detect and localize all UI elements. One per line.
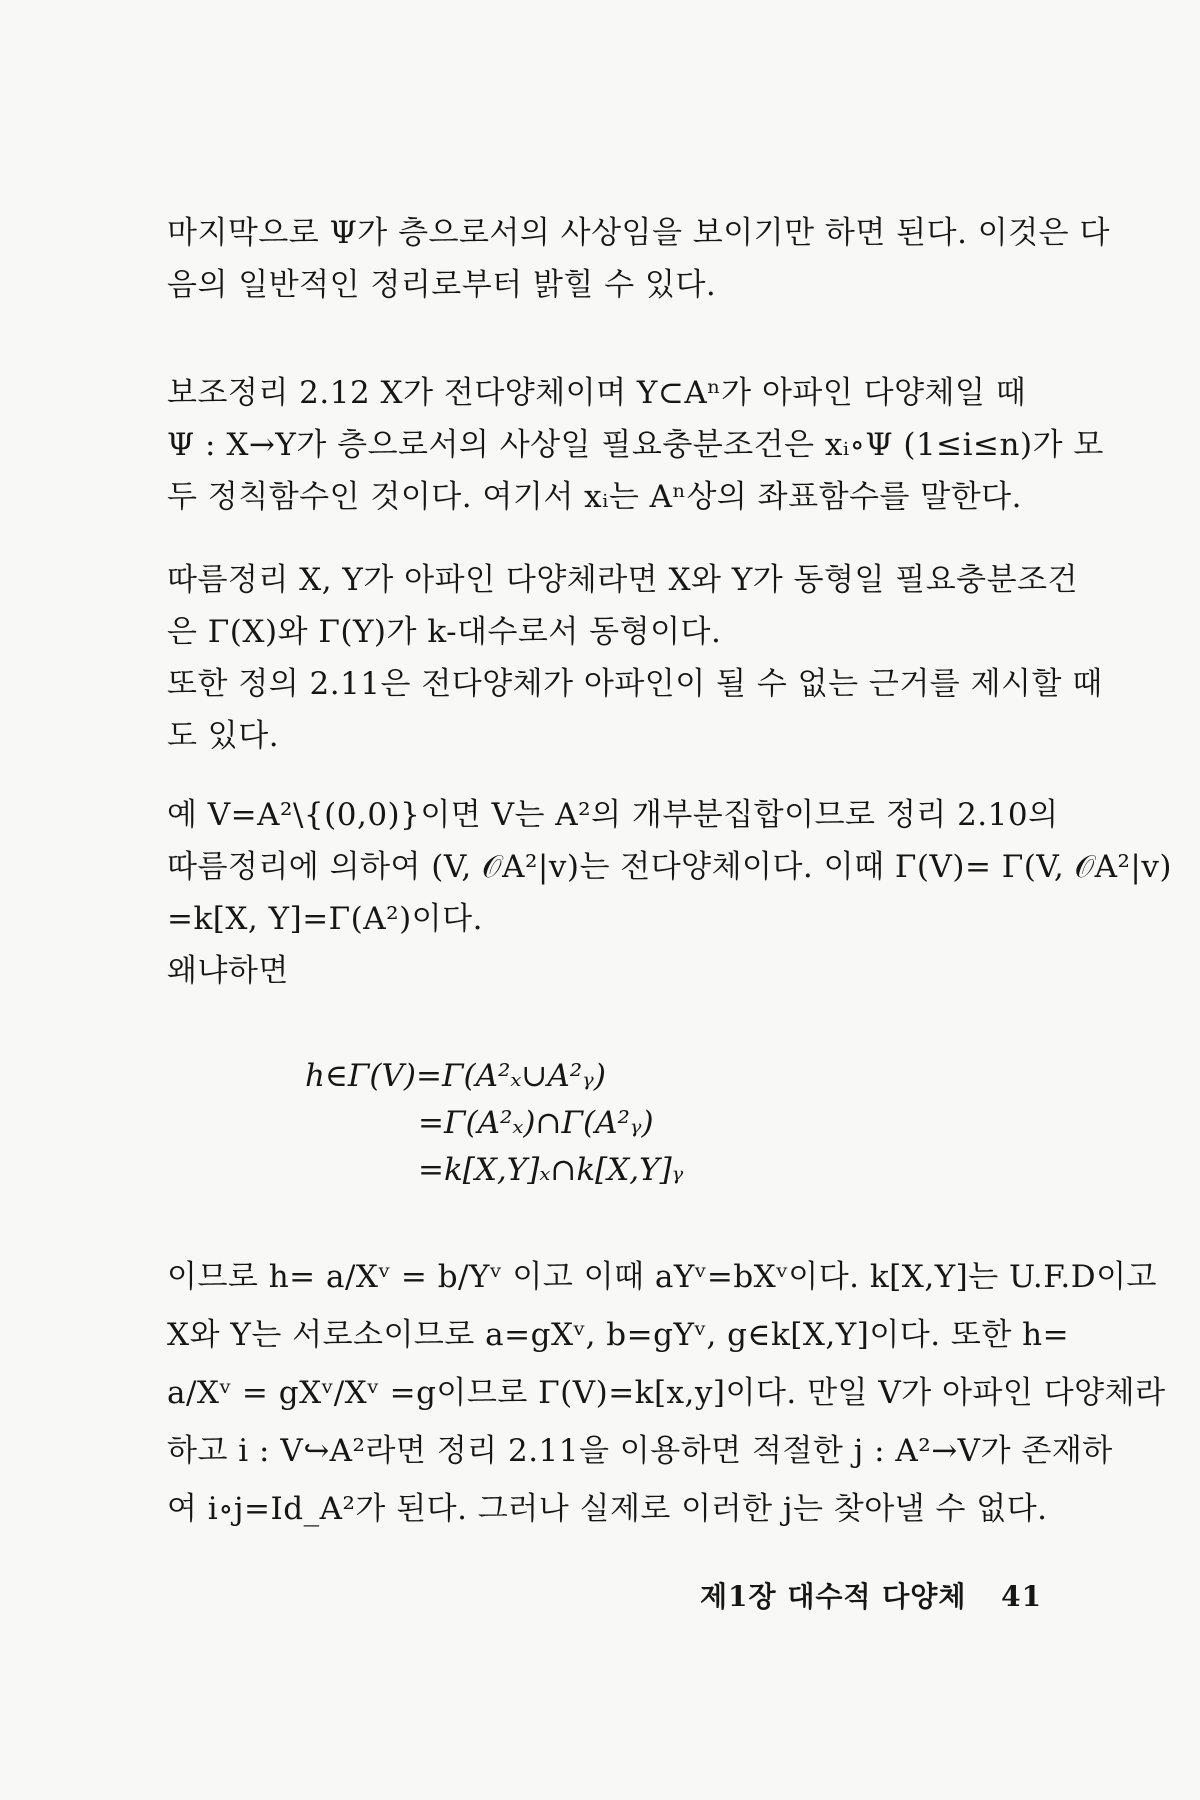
text-line: 하고 i : V↪A²라면 정리 2.11을 이용하면 적절한 j : A²→V가 존재하 — [167, 1433, 1113, 1469]
text-line: 두 정칙함수인 것이다. 여기서 xᵢ는 Aⁿ상의 좌표함수를 말한다. — [167, 479, 1022, 515]
text-line: 음의 일반적인 정리로부터 밝힐 수 있다. — [167, 267, 717, 303]
page-footer — [700, 1575, 1042, 1615]
derivation-line: =Γ(A²ₓ)∩Γ(A²ᵧ) — [418, 1105, 654, 1141]
page-number: 41 — [1001, 1580, 1043, 1613]
text-line: 이므로 h= a/Xᵛ = b/Yᵛ 이고 이때 aYᵛ=bXᵛ이다. k[X,Y]는 U.F.D이고 — [167, 1259, 1157, 1295]
text-line: 은 Γ(X)와 Γ(Y)가 k-대수로서 동형이다. — [167, 614, 722, 650]
text-line: 또한 정의 2.11은 전다양체가 아파인이 될 수 없는 근거를 제시할 때 — [167, 666, 1103, 702]
chapter-title: 제1장 대수적 다양체 — [700, 1580, 967, 1613]
derivation-line: h∈Γ(V)=Γ(A²ₓ∪A²ᵧ) — [305, 1058, 606, 1094]
text-line: 따름정리에 의하여 (V, 𝒪A²|v)는 전다양체이다. 이때 Γ(V)= Γ(V, 𝒪A²|v) — [167, 849, 1172, 885]
text-line: Ψ : X→Y가 층으로서의 사상일 필요충분조건은 xᵢ∘Ψ (1≤i≤n)가 모 — [167, 427, 1104, 463]
text-line: 보조정리 2.12 X가 전다양체이며 Y⊂Aⁿ가 아파인 다양체일 때 — [167, 375, 1027, 411]
text-line: 예 V=A²\{(0,0)}이면 V는 A²의 개부분집합이므로 정리 2.10의 — [167, 797, 1059, 833]
text-line: 따름정리 X, Y가 아파인 다양체라면 X와 Y가 동형일 필요충분조건 — [167, 562, 1078, 598]
text-line: 왜냐하면 — [167, 953, 289, 989]
derivation-line: =k[X,Y]ₓ∩k[X,Y]ᵧ — [418, 1152, 684, 1188]
text-line: 여 i∘j=Id_A²가 된다. 그러나 실제로 이러한 j는 찾아낼 수 없다. — [167, 1491, 1048, 1527]
text-line: 마지막으로 Ψ가 층으로서의 사상임을 보이기만 하면 된다. 이것은 다 — [167, 215, 1110, 251]
text-line: 도 있다. — [167, 718, 280, 754]
text-line: a/Xᵛ = gXᵛ/Xᵛ =g이므로 Γ(V)=k[x,y]이다. 만일 V가 아파인 다양체라 — [167, 1375, 1166, 1411]
text-line: X와 Y는 서로소이므로 a=gXᵛ, b=gYᵛ, g∈k[X,Y]이다. 또한 h= — [167, 1317, 1070, 1353]
text-line: =k[X, Y]=Γ(A²)이다. — [167, 901, 483, 937]
